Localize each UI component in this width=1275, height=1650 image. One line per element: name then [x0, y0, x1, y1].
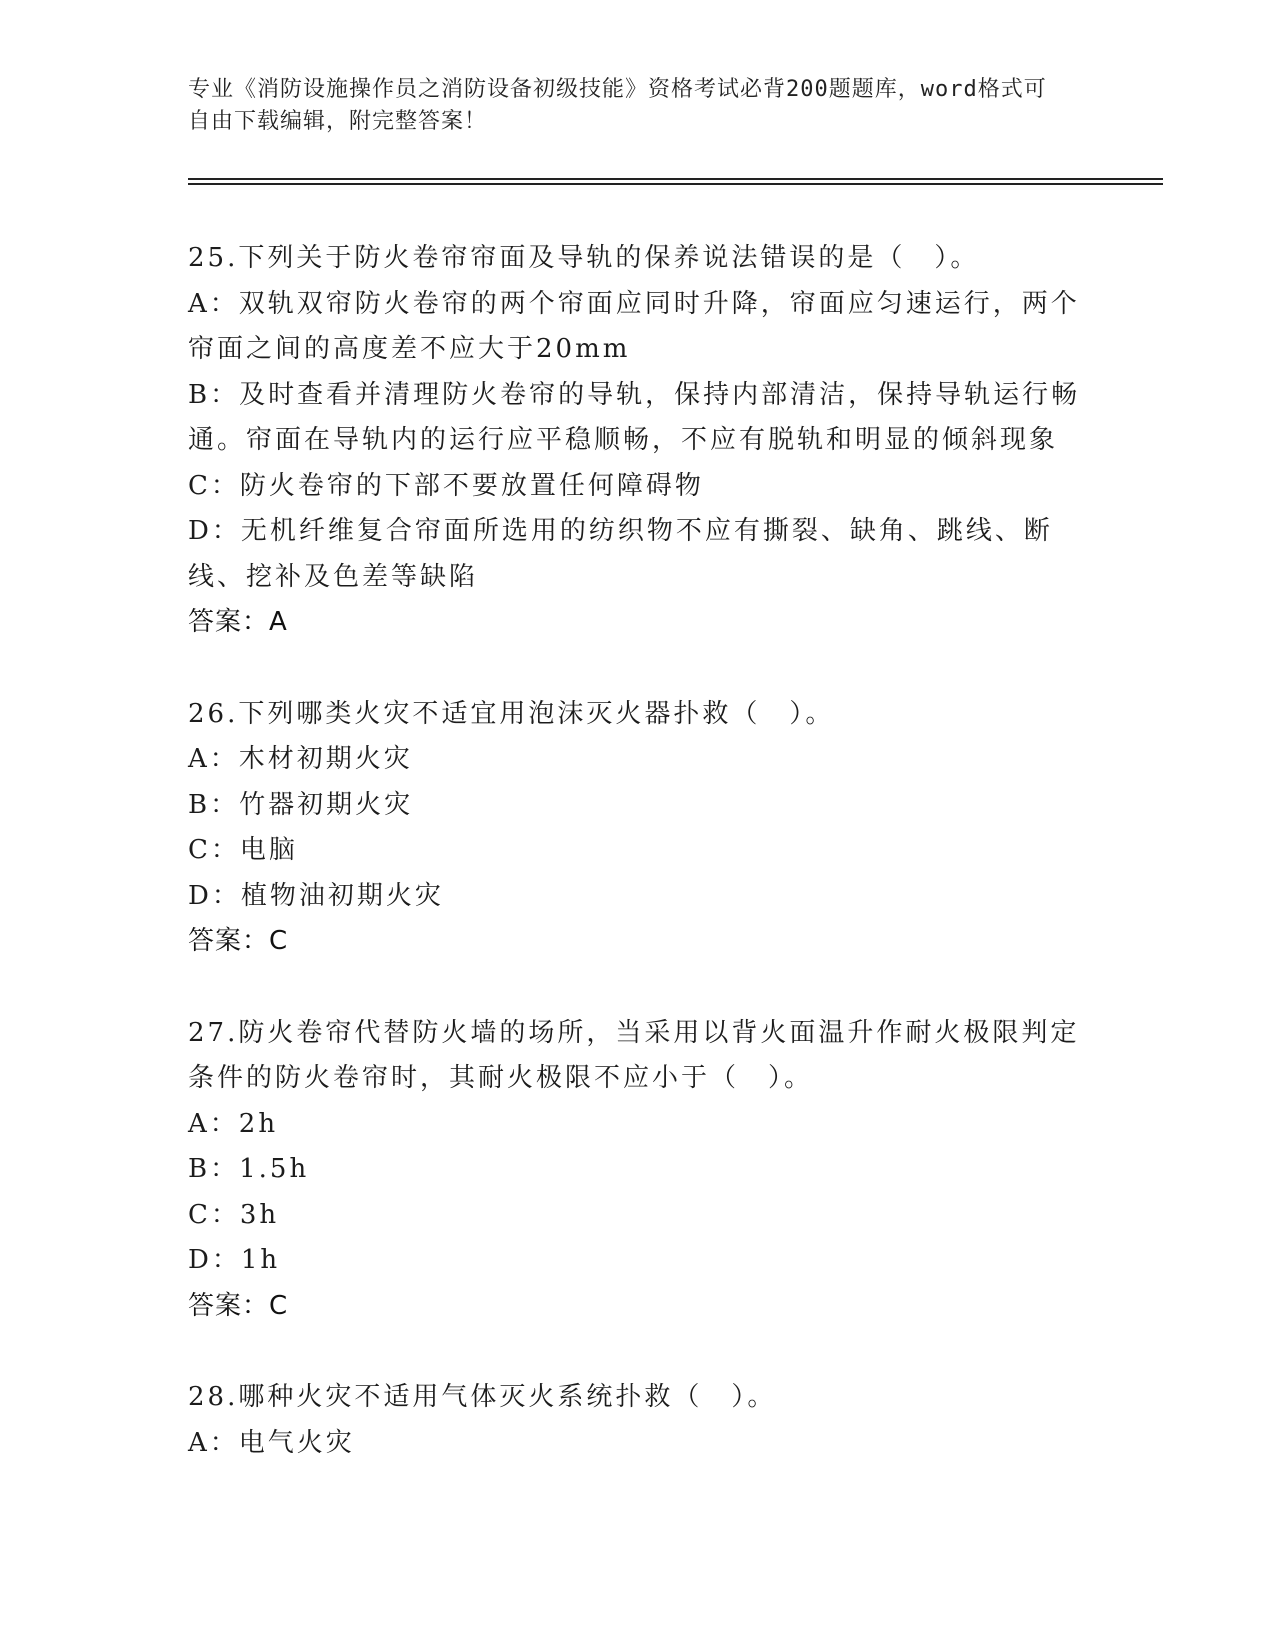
header-divider-top — [188, 178, 1163, 180]
option-a: A：电气火灾 — [188, 1427, 355, 1458]
question-stem: 28.哪种火灾不适用气体灭火系统扑救（ ）。 — [188, 1382, 777, 1412]
question-26 — [188, 692, 1088, 965]
question-25 — [188, 236, 1088, 646]
option-a: A：双轨双帘防火卷帘的两个帘面应同时升降，帘面应匀速运行，两个帘面之间的高度差不应大于20mm — [188, 288, 1080, 364]
option-a: A：木材初期火灾 — [188, 744, 413, 774]
question-list — [188, 236, 1088, 1512]
option-c: C：3h — [188, 1199, 280, 1230]
question-28 — [188, 1375, 1088, 1466]
answer-line: 答案：C — [188, 1290, 289, 1321]
question-stem: 27.防火卷帘代替防火墙的场所，当采用以背火面温升作耐火极限判定条件的防火卷帘时，其耐火极限不应小于（ ）。 — [188, 1017, 1080, 1093]
option-c: C：电脑 — [188, 835, 298, 865]
answer-line: 答案：A — [188, 607, 288, 637]
option-b: B：及时查看并清理防火卷帘的导轨，保持内部清洁，保持导轨运行畅通。帘面在导轨内的运行应平稳顺畅，不应有脱轨和明显的倾斜现象 — [188, 379, 1081, 455]
option-d: D：无机纤维复合帘面所选用的纺织物不应有撕裂、缺角、跳线、断线、挖补及色差等缺陷 — [188, 516, 1053, 592]
option-d: D：1h — [188, 1245, 281, 1275]
option-b: B：1.5h — [188, 1154, 310, 1184]
option-c: C：防火卷帘的下部不要放置任何障碍物 — [188, 470, 704, 501]
question-27 — [188, 1011, 1088, 1330]
answer-line: 答案：C — [188, 926, 289, 956]
document-header: 专业《消防设施操作员之消防设备初级技能》资格考试必背200题题库，word格式可自由下载编辑，附完整答案！ — [188, 77, 1047, 134]
option-d: D：植物油初期火灾 — [188, 880, 444, 911]
option-a: A：2h — [188, 1108, 279, 1139]
question-stem: 26.下列哪类火灾不适宜用泡沫灭火器扑救（ ）。 — [188, 698, 835, 729]
header-divider-bottom — [188, 183, 1163, 185]
option-b: B：竹器初期火灾 — [188, 789, 414, 820]
question-stem: 25.下列关于防火卷帘帘面及导轨的保养说法错误的是（ ）。 — [188, 243, 980, 273]
